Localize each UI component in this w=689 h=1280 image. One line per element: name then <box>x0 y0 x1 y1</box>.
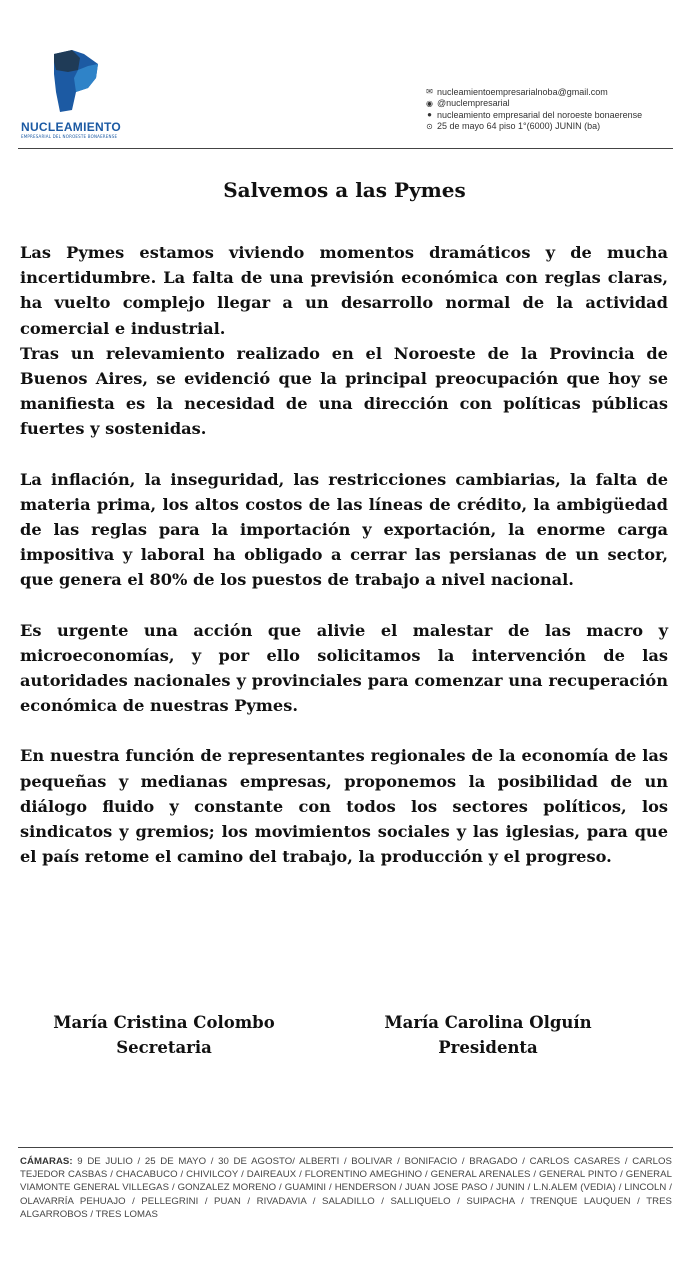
contact-address-text: 25 de mayo 64 piso 1°(6000) JUNIN (ba) <box>437 121 601 132</box>
location-icon: ⊙ <box>426 121 433 131</box>
contact-email <box>425 86 687 98</box>
header-divider <box>18 148 673 149</box>
facebook-icon: ● <box>427 110 432 120</box>
signature-secretary <box>32 1010 296 1060</box>
contact-instagram <box>425 98 687 110</box>
paragraph-1: Las Pymes estamos viviendo momentos dramáticos y de mucha incertidumbre. La falta de una previsión económica con reglas claras, ha vuelto complejo llegar a un desarrollo normal de la actividad comercial e industrial. <box>20 243 668 338</box>
logo-subtitle: EMPRESARIAL DEL NOROESTE BONAERENSE <box>21 134 118 139</box>
document-title: Salvemos a las Pymes <box>223 178 466 202</box>
contact-facebook <box>425 109 687 121</box>
paragraph-3: La inflación, la inseguridad, las restricciones cambiarias, la falta de materia prima, los altos costos de las líneas de crédito, la ambigüedad de las reglas para la importación y exportación, la enorme carga impositiva y laboral ha obligado a cerrar las persianas de un sector, que genera el 80% de los puestos de trabajo a nivel nacional. <box>20 469 668 590</box>
signature-name: María Cristina Colombo <box>53 1013 275 1032</box>
signature-name: María Carolina Olguín <box>384 1013 592 1032</box>
instagram-icon: ◉ <box>426 98 433 108</box>
contact-email-text: nucleamientoempresarialnoba@gmail.com <box>437 86 608 97</box>
signature-role: Secretaria <box>116 1038 212 1057</box>
footer-chambers-list: 9 DE JULIO / 25 DE MAYO / 30 DE AGOSTO/ ALBERTI / BOLIVAR / BONIFACIO / BRAGADO / CARLOS CASARES / CARLOS TEJEDOR CASBAS / CHACABUCO / CHIVILCOY / DAIREAUX / FLORENTINO AMEGHINO / GENERAL ARENALES / GENERAL PINTO / GENERAL VIAMONTE GENERAL VILLEGAS / GONZALEZ MORENO / GUAMINI / HENDERSON / JUAN JOSE PASO / JUNIN / L.N.ALEM (VEDIA) / LINCOLN / OLAVARRÍA PEHUAJO / PELLEGRINI / PUAN / RIVADAVIA / SALADILLO / SALLIQUELO / SUIPACHA / TRENQUE LAUQUEN / TRES ALGARROBOS / TRES LOMAS <box>20 1156 672 1220</box>
logo-text: NUCLEAMIENTO <box>21 120 122 134</box>
paragraph-5: En nuestra función de representantes regionales de la economía de las pequeñas y medianas empresas, proponemos la posibilidad de un diálogo fluido y constante con todos los sectores políticos, los sindicatos y gremios; los movimientos sociales y las iglesias, para que el país retome el camino del trabajo, la producción y el progreso. <box>20 746 668 867</box>
footer-chambers <box>20 1155 672 1221</box>
signature-president <box>372 1010 604 1060</box>
contact-instagram-text: @nuclempresarial <box>437 98 510 109</box>
contact-facebook-text: nucleamiento empresarial del noroeste bonaerense <box>437 109 643 120</box>
document-body <box>20 240 668 869</box>
paragraph-4: Es urgente una acción que alivie el malestar de las macro y microeconomías, y por ello solicitamos la intervención de las autoridades nacionales y provinciales para comenzar una recuperación económica de nuestras Pymes. <box>20 620 668 716</box>
footer-divider <box>18 1147 673 1148</box>
paragraph-2: Tras un relevamiento realizado en el Noroeste de la Provincia de Buenos Aires, se evidenció que la principal preocupación que hoy se manifiesta es la necesidad de una dirección con políticas públicas fuertes y sostenidas. <box>20 343 668 439</box>
signature-role: Presidenta <box>438 1038 538 1057</box>
footer-label: CÁMARAS: <box>20 1156 73 1167</box>
contact-address <box>425 121 687 133</box>
contact-info <box>425 86 687 132</box>
email-icon: ✉ <box>426 87 433 97</box>
